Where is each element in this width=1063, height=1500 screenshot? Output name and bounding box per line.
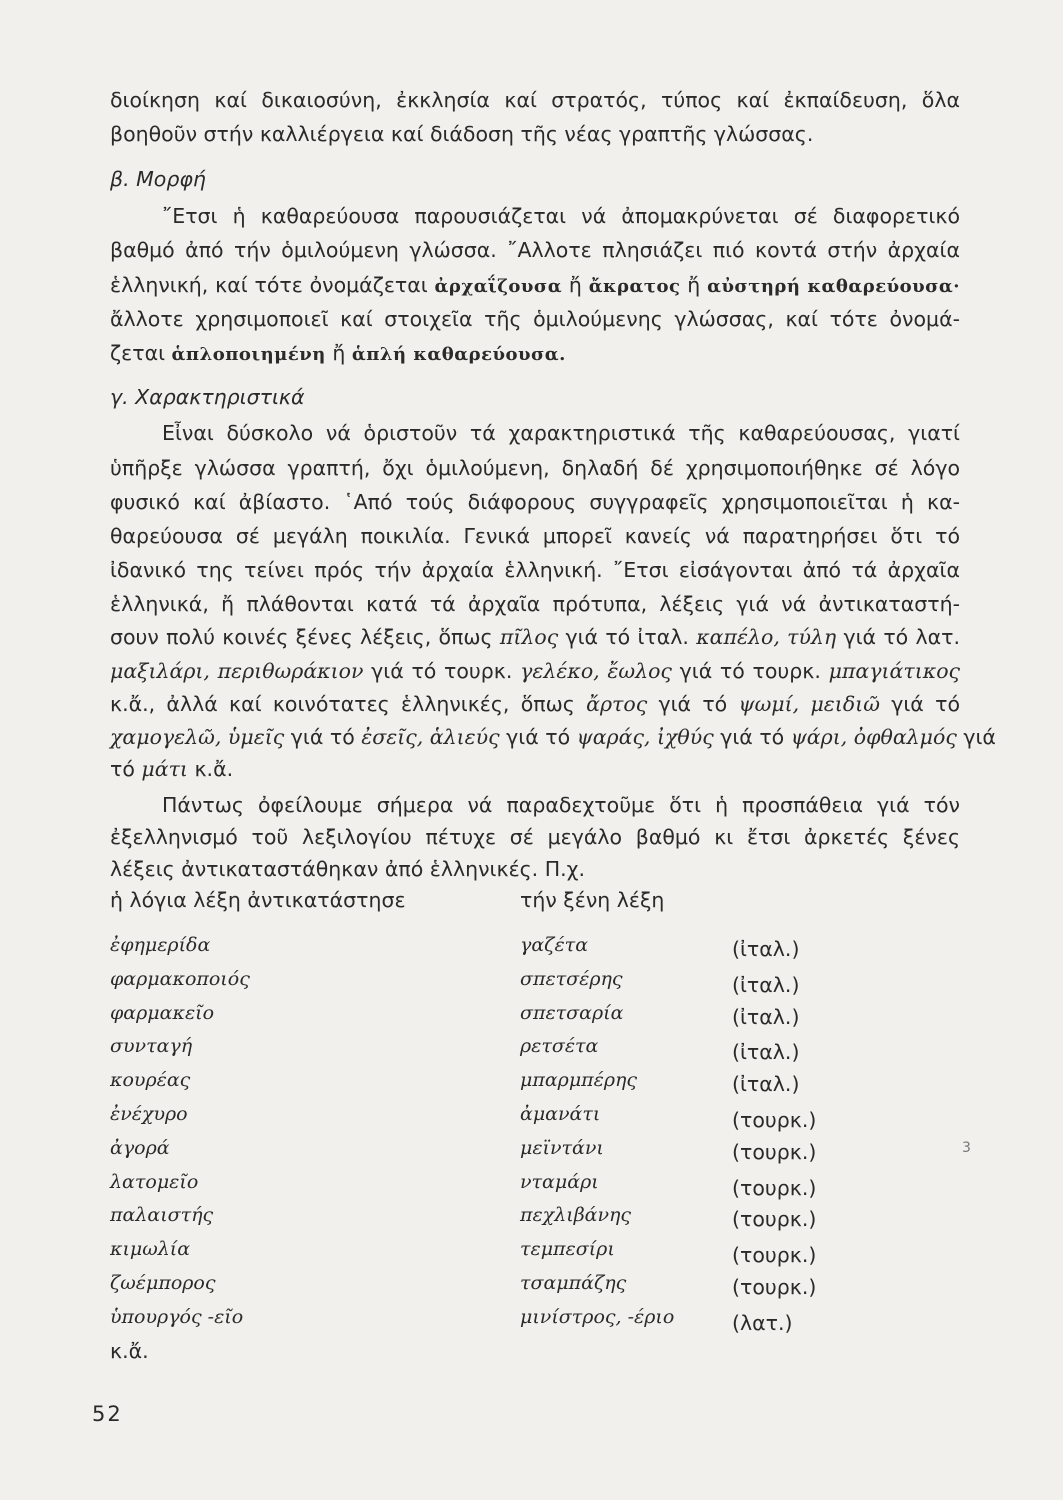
text-line: Εἶναι δύσκολο νά ὁριστοῦν τά χαρακτηριστικά τῆς καθαρεύουσας, γιατί [162, 421, 960, 445]
text-line: μαξιλάρι, περιθωράκιον γιά τό τουρκ. γελέκο, ἔωλος γιά τό τουρκ. μπαγιάτικος [110, 659, 961, 683]
learned-word: ἐνέχυρο [110, 1103, 188, 1125]
foreign-word: γαζέτα [520, 934, 589, 956]
text-line: ἐξελληνισμό τοῦ λεξιλογίου πέτυχε σέ μεγάλο βαθμό κι ἔτσι ἀρκετές ξένες [110, 825, 960, 849]
text-line: λέξεις ἀντικαταστάθηκαν ἀπό ἑλληνικές. Π.χ. [110, 857, 586, 881]
text-line: ὑπῆρξε γλώσσα γραπτή, ὄχι ὁμιλούμενη, δηλαδή δέ χρησιμοποιήθηκε σέ λόγο [110, 456, 960, 480]
word-origin: (ἰταλ.) [732, 1040, 800, 1065]
text-line: Πάντως ὀφείλουμε σήμερα νά παραδεχτοῦμε ὅτι ἡ προσπάθεια γιά τόν [162, 793, 960, 817]
text-line: βαθμό ἀπό τήν ὁμιλούμενη γλώσσα. ῎Αλλοτε πλησιάζει πιό κοντά στήν ἀρχαία [110, 238, 960, 262]
foreign-word: ρετσέτα [520, 1035, 599, 1058]
text-line: βοηθοῦν στήν καλλιέργεια καί διάδοση τῆς νέας γραπτῆς γλώσσας. [110, 122, 814, 146]
foreign-word: σπετσαρία [520, 1001, 624, 1024]
text-line: σουν πολύ κοινές ξένες λέξεις, ὅπως πῖλος γιά τό ἰταλ. καπέλο, τύλη γιά τό λατ. [110, 625, 960, 649]
word-origin: (ἰταλ.) [732, 972, 800, 997]
foreign-word: τεμπεσίρι [520, 1238, 615, 1261]
learned-word: ὑπουργός -εῖο [110, 1305, 244, 1328]
word-origin: (ἰταλ.) [732, 1004, 800, 1029]
table-header-right: τήν ξένη λέξη [520, 888, 665, 912]
foreign-word: νταμάρι [520, 1170, 599, 1193]
text-line: ῎Ετσι ἡ καθαρεύουσα παρουσιάζεται νά ἀπομακρύνεται σέ διαφορετικό [162, 204, 960, 228]
learned-word: ἐφημερίδα [110, 934, 211, 956]
text-line: θαρεύουσα σέ μεγάλη ποικιλία. Γενικά μπορεῖ κανείς νά παρατηρήσει ὅτι τό [110, 524, 960, 548]
foreign-word: μινίστρος, -έριο [520, 1305, 675, 1328]
foreign-word: μπαρμπέρης [520, 1069, 638, 1092]
learned-word: συνταγή [110, 1035, 193, 1058]
learned-word: κιμωλία [110, 1238, 191, 1261]
section-heading-form: β. Μορφή [110, 167, 206, 191]
word-origin: (τουρκ.) [732, 1243, 817, 1268]
text-line: ἑλληνικά, ἤ πλάθονται κατά τά ἀρχαῖα πρότυπα, λέξεις γιά νά ἀντικαταστή- [110, 592, 960, 616]
text-line: τό μάτι κ.ἄ. [110, 757, 234, 781]
page-number: 52 [92, 1402, 123, 1426]
word-origin: (λατ.) [732, 1310, 793, 1335]
text-line: φυσικό καί ἀβίαστο. ῾Από τούς διάφορους συγγραφεῖς χρησιμοποιεῖται ἡ κα- [110, 490, 960, 514]
learned-word: παλαιστής [110, 1204, 214, 1227]
learned-word: ἀγορά [110, 1136, 170, 1159]
word-origin: (ἰταλ.) [732, 937, 800, 961]
foreign-word: σπετσέρης [520, 967, 623, 990]
text-line: ἄλλοτε χρησιμοποιεῖ καί στοιχεῖα τῆς ὁμιλούμενης γλώσσας, καί τότε ὀνομά- [110, 307, 960, 331]
word-origin: (ἰταλ.) [732, 1072, 800, 1097]
learned-word: λατομεῖο [110, 1170, 199, 1193]
learned-word: φαρμακεῖο [110, 1001, 215, 1024]
foreign-word: μεϊντάνι [520, 1136, 604, 1159]
text-line: διοίκηση καί δικαιοσύνη, ἐκκλησία καί στρατός, τύπος καί ἐκπαίδευση, ὅλα [110, 88, 960, 112]
table-footer: κ.ἄ. [110, 1339, 149, 1363]
word-origin: (τουρκ.) [732, 1207, 817, 1232]
foreign-word: τσαμπάζης [520, 1272, 627, 1294]
learned-word: κουρέας [110, 1069, 191, 1092]
text-line: ζεται ἁπλοποιημένη ἤ ἁπλή καθαρεύουσα. [110, 341, 566, 365]
table-header-left: ἡ λόγια λέξη ἀντικατάστησε [110, 888, 406, 912]
word-origin: (τουρκ.) [732, 1139, 817, 1164]
text-line: χαμογελῶ, ὑμεῖς γιά τό ἐσεῖς, ἁλιεύς γιά τό ψαράς, ἰχθύς γιά τό ψάρι, ὀφθαλμός γιά [110, 725, 996, 749]
foreign-word: ἀμανάτι [520, 1103, 601, 1125]
text-line: ἰδανικό της τείνει πρός τήν ἀρχαία ἑλληνική. ῎Ετσι εἰσάγονται ἀπό τά ἀρχαῖα [110, 558, 960, 582]
foreign-word: πεχλιβάνης [520, 1204, 632, 1227]
text-line: ἑλληνική, καί τότε ὀνομάζεται ἀρχαΐζουσα ἤ ἄκρατος ἤ αὐστηρή καθαρεύουσα· [110, 273, 961, 297]
text-line: κ.ἄ., ἀλλά καί κοινότατες ἑλληνικές, ὅπως ἄρτος γιά τό ψωμί, μειδιῶ γιά τό [110, 692, 960, 716]
bleed-through-mark: 3 [962, 1140, 971, 1156]
word-origin: (τουρκ.) [732, 1108, 817, 1132]
learned-word: ζωέμπορος [110, 1272, 216, 1294]
word-origin: (τουρκ.) [732, 1275, 817, 1299]
section-heading-characteristics: γ. Χαρακτηριστικά [110, 385, 305, 409]
learned-word: φαρμακοποιός [110, 967, 250, 990]
word-origin: (τουρκ.) [732, 1175, 817, 1200]
